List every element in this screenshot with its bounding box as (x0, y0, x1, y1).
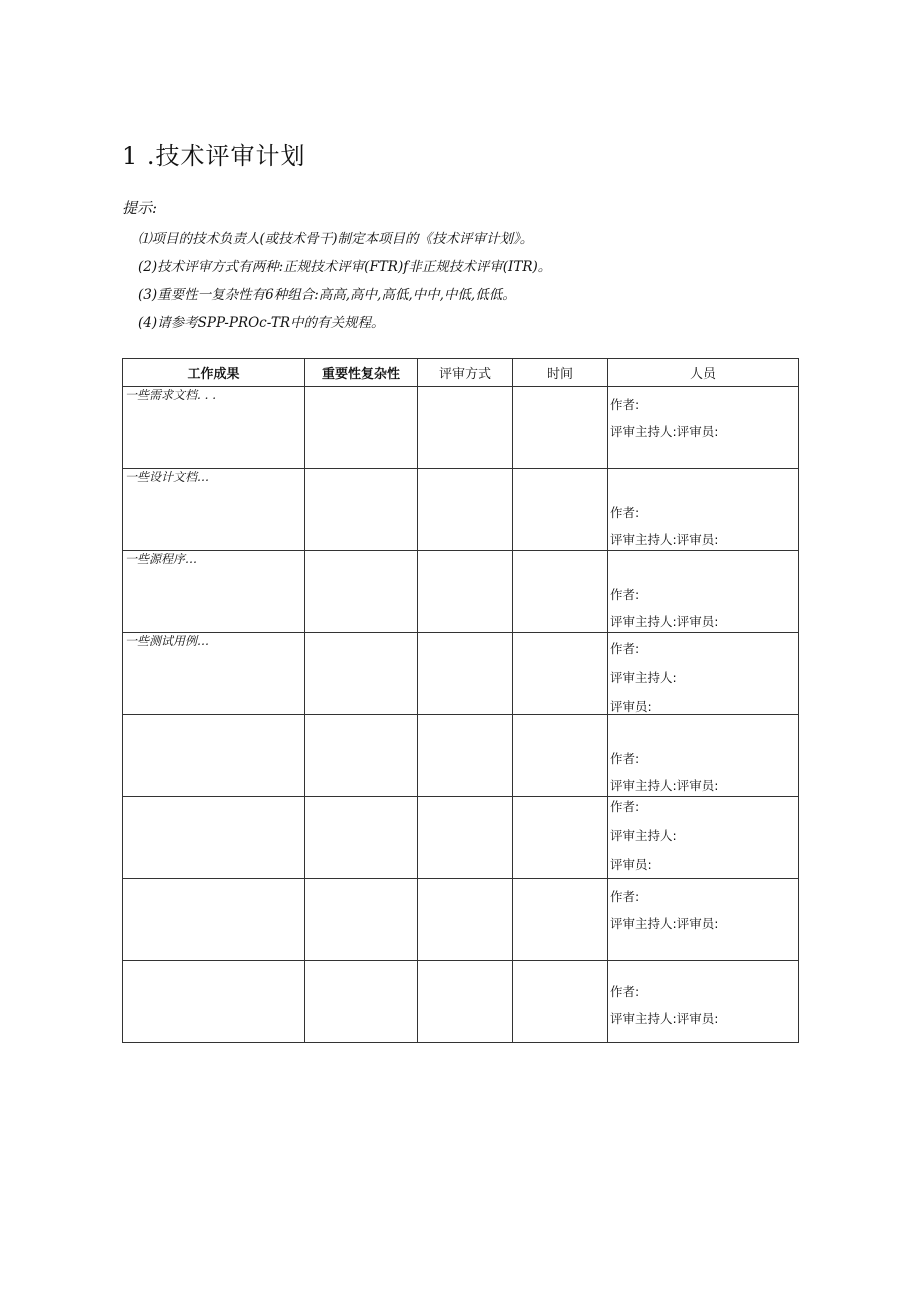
author-label: 作者: (610, 587, 640, 602)
author-label: 作者: (610, 505, 640, 520)
importance-cell[interactable] (305, 387, 418, 469)
reviewer-label: 评审员: (610, 857, 652, 872)
personnel-cell[interactable] (608, 633, 799, 715)
host-reviewer-label: 评审主持人:评审员: (610, 1011, 719, 1026)
time-cell[interactable] (513, 961, 608, 1043)
personnel-cell[interactable] (608, 387, 799, 469)
author-label: 作者: (610, 397, 640, 412)
table-row (123, 469, 799, 551)
author-label: 作者: (610, 751, 640, 766)
header-time: 时间 (513, 359, 608, 387)
hint-item: (3)重要性一复杂性有6种组合:高高,高中,高低,中中,中低,低低。 (138, 287, 516, 303)
host-reviewer-label: 评审主持人:评审员: (610, 778, 719, 793)
time-cell[interactable] (513, 469, 608, 551)
work-item-label: 一些设计文档… (125, 470, 210, 484)
header-work-product: 工作成果 (123, 359, 305, 387)
personnel-cell[interactable] (608, 797, 799, 879)
method-cell[interactable] (418, 551, 513, 633)
header-personnel: 人员 (608, 359, 799, 387)
work-cell[interactable] (123, 797, 305, 879)
work-cell[interactable] (123, 879, 305, 961)
work-item-label: 一些源程序… (125, 552, 198, 566)
work-cell[interactable] (123, 551, 305, 633)
method-cell[interactable] (418, 387, 513, 469)
work-cell[interactable] (123, 469, 305, 551)
author-label: 作者: (610, 641, 640, 656)
personnel-cell[interactable] (608, 551, 799, 633)
table-row (123, 961, 799, 1043)
author-label: 作者: (610, 799, 640, 814)
method-cell[interactable] (418, 633, 513, 715)
host-reviewer-label: 评审主持人:评审员: (610, 614, 719, 629)
table-row (123, 387, 799, 469)
table-row (123, 633, 799, 715)
host-reviewer-label: 评审主持人:评审员: (610, 424, 719, 439)
importance-cell[interactable] (305, 961, 418, 1043)
review-plan-table (122, 358, 799, 1043)
personnel-cell[interactable] (608, 715, 799, 797)
method-cell[interactable] (418, 879, 513, 961)
table-row (123, 551, 799, 633)
hint-item: (4)请参考SPP-PROc-TR中的有关规程。 (138, 315, 385, 331)
reviewer-label: 评审员: (610, 699, 652, 714)
personnel-cell[interactable] (608, 961, 799, 1043)
importance-cell[interactable] (305, 551, 418, 633)
header-review-method: 评审方式 (418, 359, 513, 387)
method-cell[interactable] (418, 469, 513, 551)
time-cell[interactable] (513, 715, 608, 797)
work-item-label: 一些测试用例… (125, 634, 210, 648)
method-cell[interactable] (418, 797, 513, 879)
importance-cell[interactable] (305, 715, 418, 797)
work-cell[interactable] (123, 387, 305, 469)
time-cell[interactable] (513, 633, 608, 715)
time-cell[interactable] (513, 879, 608, 961)
method-cell[interactable] (418, 715, 513, 797)
method-cell[interactable] (418, 961, 513, 1043)
table-row (123, 797, 799, 879)
work-item-label: 一些需求文档. . . (125, 388, 217, 402)
time-cell[interactable] (513, 387, 608, 469)
author-label: 作者: (610, 984, 640, 999)
work-cell[interactable] (123, 961, 305, 1043)
host-reviewer-label: 评审主持人:评审员: (610, 532, 719, 547)
time-cell[interactable] (513, 797, 608, 879)
importance-cell[interactable] (305, 879, 418, 961)
importance-cell[interactable] (305, 633, 418, 715)
work-cell[interactable] (123, 633, 305, 715)
host-label: 评审主持人: (610, 670, 677, 685)
importance-cell[interactable] (305, 797, 418, 879)
table-row (123, 715, 799, 797)
personnel-cell[interactable] (608, 469, 799, 551)
hint-item: ⑴项目的技术负责人(或技术骨干)制定本项目的《技术评审计划》。 (138, 231, 534, 247)
importance-cell[interactable] (305, 469, 418, 551)
time-cell[interactable] (513, 551, 608, 633)
host-reviewer-label: 评审主持人:评审员: (610, 916, 719, 931)
hint-item: (2)技术评审方式有两种:正规技术评审(FTR)f非正规技术评审(ITR)。 (138, 259, 552, 275)
hint-label: 提示: (122, 199, 158, 217)
personnel-cell[interactable] (608, 879, 799, 961)
table-header-row (123, 359, 799, 387)
table-row (123, 879, 799, 961)
host-label: 评审主持人: (610, 828, 677, 843)
work-cell[interactable] (123, 715, 305, 797)
author-label: 作者: (610, 889, 640, 904)
header-importance-complexity: 重要性复杂性 (305, 359, 418, 387)
page-title: 1 .技术评审计划 (122, 142, 306, 170)
